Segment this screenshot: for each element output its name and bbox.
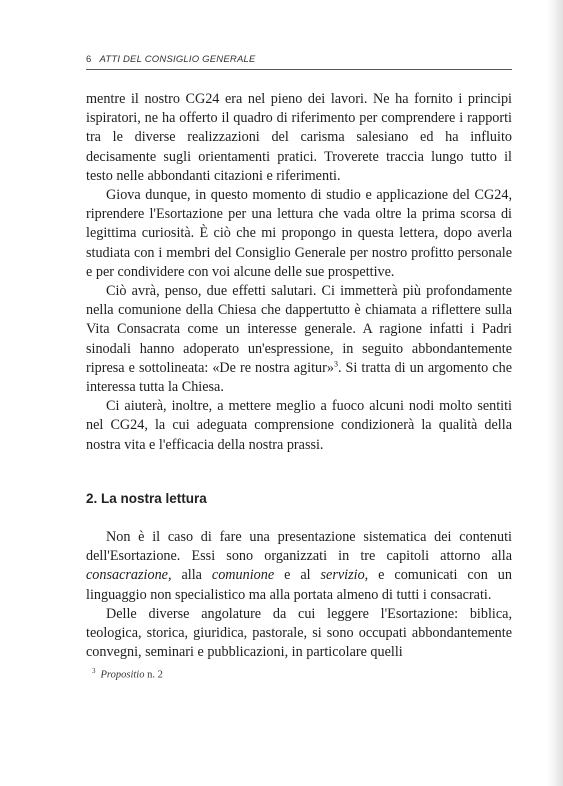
- footnote-reference: 3: [333, 359, 338, 369]
- header-rule: [86, 69, 512, 70]
- paragraph-text-tail: . Si tratta di un argomento che interessa tutta la Chiesa.: [86, 359, 512, 396]
- footnote-number: 3: [92, 667, 96, 675]
- section-heading: 2. La nostra lettura: [86, 491, 207, 506]
- footnote: [92, 667, 163, 681]
- footnote-ref: n. 2: [147, 669, 163, 681]
- page-edge-shadow: [547, 0, 563, 786]
- paragraph: Delle diverse angolature da cui leggere l'Esortazione: biblica, teologica, storica, giuridica, pastorale, si sono occupati abbondantemente convegni, seminari e pubblicazioni, in particolare quelli: [86, 605, 512, 661]
- paragraph-text: e al: [274, 567, 321, 584]
- paragraph-continuation: mentre il nostro CG24 era nel pieno dei lavori. Ne ha fornito i principi ispiratori, ne ha offerto il quadro di riferimento per comprendere i rapporti tra le diverse realizzazioni del carisma salesiano ed ha influito decisamente sugli orientamenti pratici. Troverete traccia lungo tutto il testo nelle abbondanti citazioni e riferimenti.: [86, 91, 512, 184]
- section-body-text: [86, 528, 512, 662]
- emphasis: consacrazione,: [86, 567, 172, 584]
- paragraph-text: Ciò avrà, penso, due effetti salutari. Ci immetterà più profondamente nella comunione della Chiesa che dappertutto è chiamata a riflettere sulla Vita Consacrata come un interesse generale. A ragione infatti i Padri sinodali hanno adoperato un'espressione, in seguito abbondantemente ripresa e sottolineata: «De re nostra agitur»: [86, 283, 512, 376]
- footnote-source: Propositio: [100, 669, 145, 681]
- running-title: ATTI DEL CONSIGLIO GENERALE: [99, 54, 256, 65]
- paragraph-text: , e comunicati con un linguaggio non specialistico ma alla portata almeno di tutti i consacrati.: [86, 567, 512, 603]
- page-number: 6: [86, 54, 92, 65]
- paragraph: Giova dunque, in questo momento di studio e applicazione del CG24, riprendere l'Esortazione per una lettura che vada oltre la prima scorsa di legittima curiosità. È ciò che mi propongo in questa lettera, dopo averla studiata con i membri del Consiglio Generale per nostro profitto personale e per condividere con voi alcune delle sue prospettive.: [86, 187, 512, 280]
- paragraph: [86, 282, 512, 397]
- running-header: [86, 54, 512, 65]
- paragraph-text: Non è il caso di fare una presentazione sistematica dei contenuti dell'Esortazione. Essi sono organizzati in tre capitoli attorno alla: [86, 529, 512, 565]
- emphasis: servizio: [320, 567, 365, 584]
- emphasis: comunione: [211, 567, 275, 584]
- body-text: [86, 90, 512, 455]
- paragraph: [86, 528, 512, 605]
- paragraph: Ci aiuterà, inoltre, a mettere meglio a fuoco alcuni nodi molto sentiti nel CG24, la cui adeguata comprensione condizionerà la qualità della nostra vita e l'efficacia della nostra prassi.: [86, 398, 512, 453]
- paragraph-text: alla: [171, 567, 212, 584]
